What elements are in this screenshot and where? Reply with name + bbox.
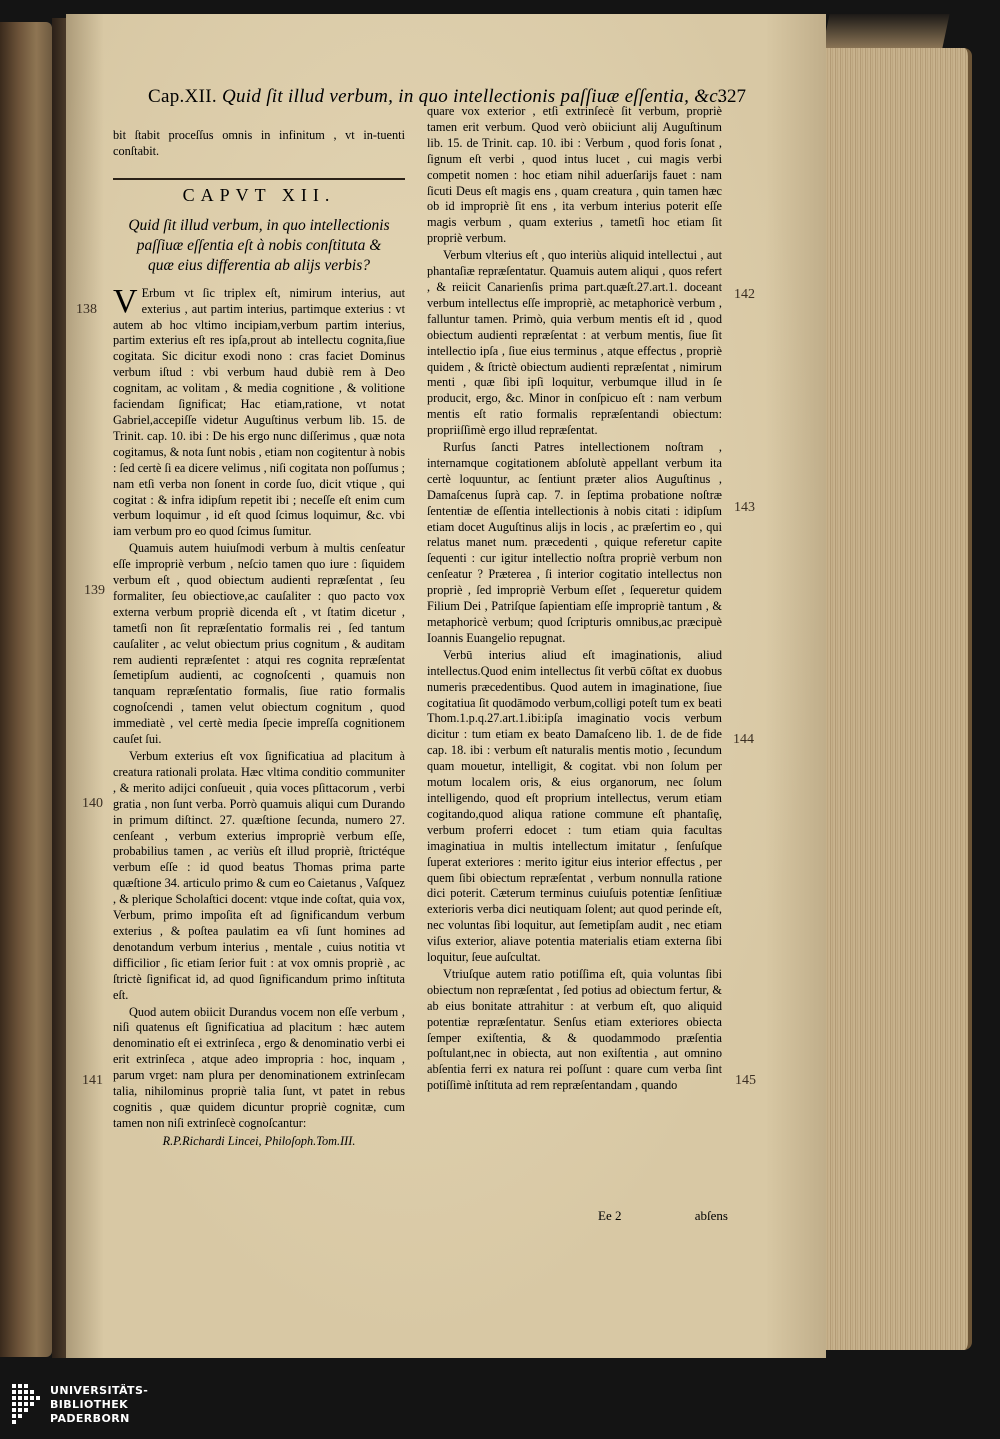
margin-number-140: 140 xyxy=(82,796,103,811)
margin-number-144: 144 xyxy=(733,732,754,747)
page-number: 327 xyxy=(717,86,746,107)
library-logo xyxy=(12,1384,152,1428)
left-page-edge xyxy=(0,22,52,1357)
margin-number-145: 145 xyxy=(735,1073,756,1088)
gathering-signature: Ee 2 xyxy=(598,1208,622,1223)
library-logo-line-2: BIBLIOTHEK xyxy=(50,1398,129,1411)
chapter-subtitle: Quid ſit illud verbum, in quo intellectionis paſſiuæ eſſentia eſt à nobis conſtituta & quæ eius differentia ab alijs verbis? xyxy=(128,216,390,274)
library-logo-icon xyxy=(12,1384,46,1426)
paragraph-139: Quamuis autem huiuſmodi verbum à multis cenſeatur eſſe impropriè verbum , neſcio tamen quo iure : ſiquidem verbum eſt , quod obiectum audienti repræſentat , ſeu formaliter, ſeu obiectiove,ac cauſaliter : quo pacto vox externa verbum propriè dicenda eſt , vt ſtatim dicetur , tametſi non ſit repræſentatio formalis rei , ſed tantum cauſaliter , ac velut obiectum prius cognitum , & auditam rem audienti repræſentet : atqui res cognita repræſentat ſemetipſum audienti, ac cognoſcenti , quamuis non tanquam repræſentatio formalis, ſiue ratio formalis cognoſcendi , tamen velut obiectum cognitum , quod immediatè , vel certè media ſpecie impreſſa cognitionem cauſet ſui. xyxy=(113,541,405,747)
book-signature-line: R.P.Richardi Lincei, Philoſoph.Tom.III. xyxy=(162,1133,356,1148)
chapter-title: CAPVT XII. xyxy=(182,184,336,205)
header-title: Quid ſit illud verbum, in quo intellectionis paſſiuæ eſſentia, &c. xyxy=(221,86,724,107)
paragraph-140: Verbum exterius eſt vox ſignificatiua ad placitum à creatura rationali prolata. Hæc vltima conditio communiter , & merito adijci conſueuit , quia voces pſittacorum , verbi gratia , non ſunt verba. Porrò quamuis aliqui cum Durando in primum diſtinct. 27. quæſtione ſecunda, numero 27. cenſeant , verbum exterius impropriè verbum eſſe, probabilius tamen , ac veriùs eſt illud propriè, ſtrictéque verbum eſſe : id quod beatus Thomas prima parte quæſtione 34. articulo primo & cum eo Caietanus , Vaſquez , & plerique Scholaſtici docent: vtque inde coſtat, quia vox, Verbum, primo impoſita eſt ad ſignificandum verbum exterius , & poſtea paulatim ea vſi ſunt homines ad denotandum verbum interius , mentale , cuius notitia vt difficilior , ſic etiam ſerior fuit : at vox omnis propriè , ac ſtrictè ſignificat id, ad quod ſignificandum primo inſtituta eſt. xyxy=(113,749,405,1002)
header-chapter: Cap.XII. xyxy=(148,86,217,107)
drop-cap: V xyxy=(113,282,138,320)
chapter-rule xyxy=(113,178,405,180)
left-column xyxy=(113,128,405,1150)
right-column xyxy=(427,104,722,1095)
margin-number-139: 139 xyxy=(84,583,105,598)
catchword: abſens xyxy=(694,1208,728,1223)
library-logo-line-3: PADERBORN xyxy=(50,1412,130,1425)
margin-number-143: 143 xyxy=(734,500,755,515)
library-logo-line-1: UNIVERSITÄTS- xyxy=(50,1384,149,1397)
page-stack-edge xyxy=(826,48,972,1350)
paragraph-143: Rurſus ſancti Patres intellectionem noſtram , internamque cogitationem abſolutè appellant verbum ita certè loquuntur, ac ſentiunt præter alios Auguſtinus , Damaſcenus ſuprà cap. 7. in ſeptima probatione noſtræ ſententiæ de eſſentia intellectionis à nobis citati : idipſum etiam docet Auguſtinus alijs in locis , ac præſertim eo , qui relatus manet num. præcedenti , quique referetur capite ſequenti : cur igitur intellectio noſtra propriè verbum non cenſeatur ? Præterea , ſi interior cogitatio intellectus non propriè , ſed impropriè Verbum eſſet , ſequeretur quidem Filium Dei , Patriſque ſapientiam eſſe impropriè tantum , & metaphoricè verbum; quod ſcripturis omnibus,ac præcipuè Ioannis Euangelio repugnat. xyxy=(427,440,722,645)
paragraph-138 xyxy=(113,282,405,541)
margin-number-141: 141 xyxy=(82,1073,103,1088)
paragraph-144: Verbū interius aliud eſt imaginationis, aliud intellectus.Quod enim intellectus ſit verbū cōſtat ex duobus numeris præcedentibus. Quod autem in imaginatione, ſiue cogitatiua ſit quodāmodo verbum,colligi poteſt tum ex beati Thom.1.p.q.27.art.1.ibi:ipſa imaginatio vocis verbum dicitur : tum etiam ex beato Damaſceno lib. 1. de de fide cap. 18. ibi : verbum eſt naturalis mentis motio , ſecundum quam mouetur, intelligit, & cogitat. vbi non ſolum per motum localem oris, & eius organorum, nec ſolum intelligendo, quod eſt proprium intellectus, verum etiam cogitando,quod aliqua ratione commune eſt phantaſię, verbum proferri edocet : tum etiam quia facultas imaginatiua in multis intellectum imitatur , ſenſuſque ſuperat exteriores : merito igitur eius interior effectus , per quem ſibi obiectum repræſentat , verbum nonnulla ratione dici poterit. Cæterum terminus cuiuſuis potentiæ ſenſitiuæ exterioris verba dici neutiquam ſolent; aut quod perinde eſt, nec voluntas ſibi loquitur, aut ſemetipſam audit , nec etiam viſus exterior, aliave potentia materialis etiam externa ſibi loquitur, ſeue auſcultat. xyxy=(427,647,722,965)
library-logo-text xyxy=(50,1384,148,1426)
paragraph-141: Quod autem obiicit Durandus vocem non eſſe verbum , niſi quatenus eſt ſignificatiua ad placitum : hæc autem denominatio eſt ei extrinſeca , ergo & denominatio verbi ei erit extrinſeca , atque adeo impropria : hoc, inquam , parum vrget: nam plura per denominationem extrinſecam talia, nihilominus propriè talia ſunt, vt patet in rebus cognitis , quæ quidem dicuntur propriè cognitæ, cum tamen non niſi extrinſecè cognoſcantur: xyxy=(113,1004,405,1130)
paragraph-142: Verbum vlterius eſt , quo interiùs aliquid intellectui , aut phantaſiæ repræſentatur. Quamuis autem aliqui , quos refert , & reiicit Canarienſis prima part.quæſt.27.art.1. doceant verbum intellectus eſſe impropriè, ac metaphoricè verbum , falluntur tamen. Primò, quia verbum mentis eſt id , quod obiectum audienti repræſentat : at verbum mentis, ſiue ſit intellectio ipſa , ſiue eius terminus , atque effectus , propriè quidem , & ſtrictè obiectum audienti repræſentat , nimirum menti , quæ ſibi ipſi loquitur, verbumque illud in ſe producit, ergo, &c. Minor in conſpicuo eſt : nam verbum mentis eſt ratio formalis repræſentandi obiectum: propriiſſimè ergo illud repræſentat. xyxy=(427,248,722,438)
margin-number-138: 138 xyxy=(76,302,97,317)
margin-number-142: 142 xyxy=(734,287,755,302)
paragraph-145: Vtriuſque autem ratio potiſſima eſt, quia voluntas ſibi obiectum non repræſentat , ſed potius ad obiectum fertur, & ab eius bonitate attrahitur : at verbum eſt, quo aliquid potentiæ repræſentatur. Senſus etiam exteriores obiecta ſemper exiſtentia, & & quodammodo præſentia poſtulant,nec in obiecta, aut non exiſtentia , aut omnino abſentia ferri ex natura rei poſſunt : quare cum verba ſint potiſſimè inſtituta ad rem repræſentandam , quando xyxy=(427,966,722,1093)
paragraph-138-text: Erbum vt ſic triplex eſt, nimirum interius, aut exterius , aut partim interius, partimque exterius : vt autem ab hoc vltimo incipiam,verbum partim interius, partim exterius eſt res ipſa,prout ab intellectu cognita,ſiue cogitata. Sic dicitur exodi nono : cras faciet Dominus verbum iſtud : vbi verbum haud dubiè rem à Deo cognitam, ac volitam , & media cognitione , & volitione faciendam ſignificat; Hac etiam,ratione, vt notat Gabriel,accepiſſe videtur Auguſtinus verbum lib. 15. de Trinit. cap. 10. ibi : De his ergo nunc diſſerimus , quæ nota cogitamus, & nota ſunt nobis , etiam non cogitentur à nobis : ſed certè ſi ea dicere velimus , niſi cogitata non poſſumus ; nam etſi verba non ſonent in corde ſuo, dicit vtique , qui cogitat : & infra idipſum repetit ibi ; neceſſe eſt enim cum verbum loquimur , id eſt quod ſcimus loquimur, &c. vbi iam verbum pro eo quod ſcimus ſumitur. xyxy=(113,285,405,539)
paragraph-continued: quare vox exterior , etſi extrinſecè ſit verbum, propriè tamen erit verbum. Quod verò obiiciunt alij Auguſtinum lib. 15. de Trinit. cap. 10. ibi : Verbum , quod foris ſonat , ſignum eſt verbi , quod intus lucet , cui magis verbi competit nomen : hoc etiam nihil aduerſarijs fauet : nam ſicuti Deus eſt magis ens , quam creatura , quin tamen hæc ob id impropriè ſit ens , ita verbum interius poterit eſſe magis verbum , quam exterius , tametſi hoc etiam ſit propriè verbum. xyxy=(427,104,722,246)
intro-text: bit ſtabit proceſſus omnis in infinitum , vt in-tuenti conſtabit. xyxy=(113,128,405,158)
signature-mark xyxy=(598,1208,728,1224)
